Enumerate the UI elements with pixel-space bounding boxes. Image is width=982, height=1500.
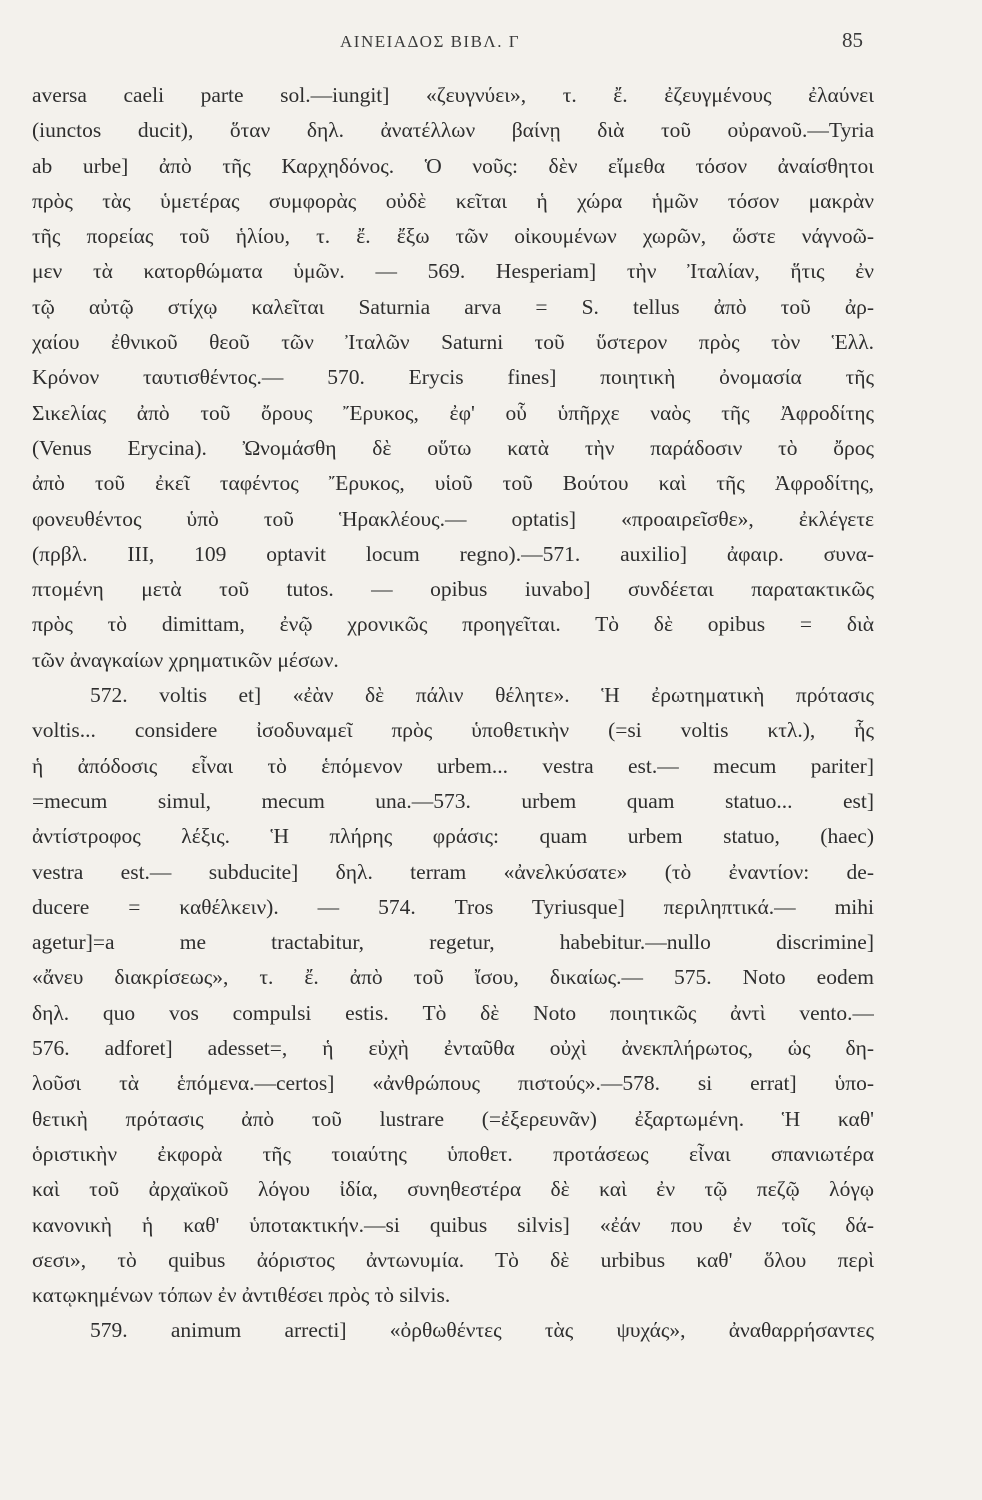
text-line: 576. adforet] adesset=, ἡ εὐχὴ ἐνταῦθα οὐχὶ ἀνεκπλήρωτος, ὡς δη- (32, 1036, 874, 1061)
text-line: voltis... considere ἰσοδυναμεῖ πρὸς ὑποθετικὴν (=si voltis κτλ.), ἧς (32, 718, 874, 743)
text-line: agetur]=a me tractabitur, regetur, habebitur.—nullo discrimine] (32, 930, 874, 955)
text-line: =mecum simul, mecum una.—573. urbem quam statuo... est] (32, 788, 874, 813)
text-line: θετικὴ πρότασις ἀπὸ τοῦ lustrare (=ἐξερευνᾶν) ἐξαρτωμένη. Ἡ καθ' (32, 1106, 874, 1131)
text-line: vestra est.— subducite] δηλ. terram «ἀνελκύσατε» (τὸ ἐναντίον: de- (32, 859, 874, 884)
text-line: ἀπὸ τοῦ ἐκεῖ ταφέντος Ἔρυκος, υἱοῦ τοῦ Βούτου καὶ τῆς Ἀφροδίτης, (32, 471, 874, 496)
running-head: ΑΙΝΕΙΑΔΟΣ ΒΙΒΛ. Γ (340, 32, 521, 51)
text-line: τῷ αὐτῷ στίχῳ καλεῖται Saturnia arva = S. tellus ἀπὸ τοῦ ἀρ- (32, 294, 874, 319)
text-line: (iunctos ducit), ὅταν δηλ. ἀνατέλλων βαίνῃ διὰ τοῦ οὐρανοῦ.—Tyria (32, 118, 874, 143)
text-line: φονευθέντος ὑπὸ τοῦ Ἡρακλέους.— optatis] «προαιρεῖσθε», ἐκλέγετε (32, 506, 874, 531)
text-line: Σικελίας ἀπὸ τοῦ ὄρους Ἔρυκος, ἐφ' οὗ ὑπῆρχε ναὸς τῆς Ἀφροδίτης (32, 400, 874, 425)
text-line: ἡ ἀπόδοσις εἶναι τὸ ἑπόμενον urbem... vestra est.— mecum pariter] (32, 753, 874, 778)
text-line: ab urbe] ἀπὸ τῆς Καρχηδόνος. Ὁ νοῦς: δὲν εἴμεθα τόσον ἀναίσθητοι (32, 153, 874, 178)
text-line: aversa caeli parte sol.—iungit] «ζευγνύει», τ. ἔ. ἐζευγμένους ἐλαύνει (32, 83, 874, 107)
text-line: τῶν ἀναγκαίων χρηματικῶν μέσων. (32, 647, 339, 672)
text-line: πρὸς τὰς ὑμετέρας συμφορὰς οὐδὲ κεῖται ἡ χώρα ἡμῶν τόσον μακρὰν (32, 188, 874, 213)
page-header (0, 20, 982, 60)
text-line: πρὸς τὸ dimittam, ἐνῷ χρονικῶς προηγεῖται. Τὸ δὲ opibus = διὰ (32, 612, 874, 637)
text-line: κανονικὴ ἡ καθ' ὑποτακτικήν.—si quibus silvis] «ἐάν που ἐν τοῖς δά- (32, 1212, 874, 1237)
text-line: χαίου ἐθνικοῦ θεοῦ τῶν Ἰταλῶν Saturni τοῦ ὕστερον πρὸς τὸν Ἑλλ. (32, 330, 874, 355)
text-line: Κρόνον ταυτισθέντος.— 570. Erycis fines] ποιητικὴ ὀνομασία τῆς (32, 365, 874, 390)
text-line: 572. voltis et] «ἐὰν δὲ πάλιν θέλητε». Ἡ ἐρωτηματικὴ πρότασις (90, 683, 874, 708)
text-line: (Venus Erycina). Ὠνομάσθη δὲ οὕτω κατὰ τὴν παράδοσιν τὸ ὄρος (32, 435, 874, 460)
text-line: καὶ τοῦ ἀρχαϊκοῦ λόγου ἰδία, συνηθεστέρα δὲ καὶ ἐν τῷ πεζῷ λόγῳ (32, 1177, 874, 1202)
text-line: κατῳκημένων τόπων ἐν ἀντιθέσει πρὸς τὸ silvis. (32, 1283, 451, 1308)
text-line: «ἄνευ διακρίσεως», τ. ἔ. ἀπὸ τοῦ ἴσου, δικαίως.— 575. Noto eodem (32, 965, 874, 990)
text-line: ὁριστικὴν ἐκφορὰ τῆς τοιαύτης ὑποθετ. προτάσεως εἶναι σπανιωτέρα (32, 1141, 874, 1166)
page-number: 85 (842, 28, 863, 52)
text-line: (πρβλ. III, 109 optavit locum regno).—571. auxilio] ἀφαιρ. συνα- (32, 541, 874, 566)
commentary-text (32, 78, 874, 1349)
text-line: πτομένη μετὰ τοῦ tutos. — opibus iuvabo] συνδέεται παρατακτικῶς (32, 577, 874, 602)
text-line: τῆς πορείας τοῦ ἡλίου, τ. ἔ. ἔξω τῶν οἰκουμένων χωρῶν, ὥστε νάγνοῶ- (32, 224, 874, 249)
text-line: λοῦσι τὰ ἑπόμενα.—certos] «ἀνθρώπους πιστούς».—578. si errat] ὑπο- (32, 1071, 874, 1096)
text-line: μεν τὰ κατορθώματα ὑμῶν. — 569. Hesperiam] τὴν Ἰταλίαν, ἥτις ἐν (32, 259, 874, 284)
text-line: σεσι», τὸ quibus ἀόριστος ἀντωνυμία. Τὸ δὲ urbibus καθ' ὅλου περὶ (32, 1247, 874, 1272)
text-line: ἀντίστροφος λέξις. Ἡ πλήρης φράσις: quam urbem statuo, (haec) (32, 824, 874, 849)
text-line: ducere = καθέλκειν). — 574. Tros Tyriusque] περιληπτικά.— mihi (32, 894, 874, 919)
text-line: 579. animum arrecti] «ὀρθωθέντες τὰς ψυχάς», ἀναθαρρήσαντες (90, 1318, 874, 1343)
text-line: δηλ. quo vos compulsi estis. Τὸ δὲ Noto ποιητικῶς ἀντὶ vento.— (32, 1000, 874, 1025)
